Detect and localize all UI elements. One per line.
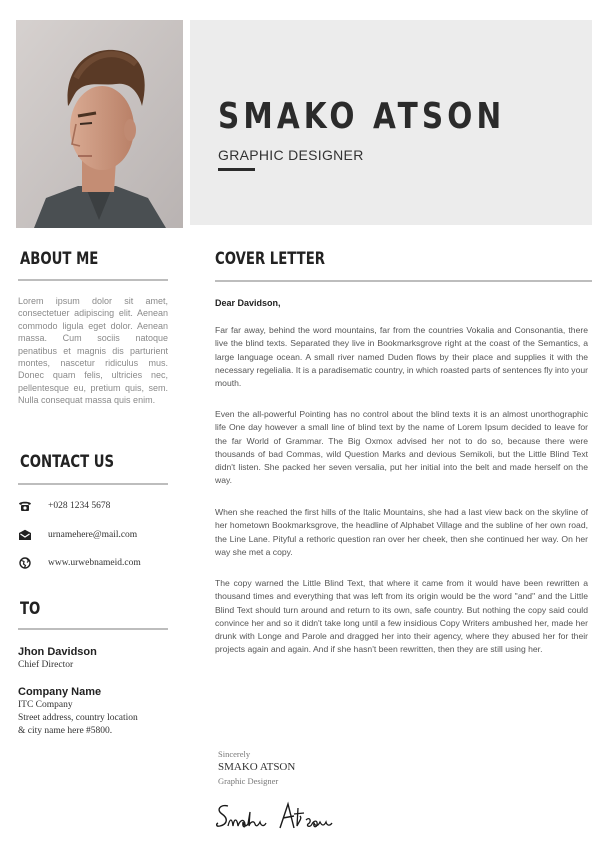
letter-divider (215, 280, 592, 282)
company-city: & city name here #5800. (18, 726, 113, 736)
letter-greeting: Dear Davidson, (215, 298, 281, 308)
contact-title: CONTACT US (20, 452, 115, 472)
applicant-role: GRAPHIC DESIGNER (218, 147, 364, 163)
to-divider (18, 628, 168, 630)
about-title: ABOUT ME (20, 249, 99, 269)
letter-title: COVER LETTER (215, 249, 325, 269)
recipient-name: Jhon Davidson (18, 646, 97, 658)
letter-paragraph: When she reached the first hills of the Italic Mountains, she had a last view back on the skyline of her hometown Bookmarksgrove, the headline of Alphabet Village and the subline of her own road, the Line Lane. Pityful a rethoric question ran over her cheek, then she continued her way. On her way she met a copy. (215, 507, 588, 557)
recipient-role: Chief Director (18, 660, 74, 670)
about-divider (18, 279, 168, 281)
handwritten-signature (214, 796, 344, 838)
to-title: TO (20, 599, 41, 619)
signoff-name: SMAKO ATSON (218, 761, 296, 773)
closing-text: Sincerely (218, 749, 251, 759)
applicant-name: SMAKO ATSON (218, 96, 506, 137)
contact-divider (18, 483, 168, 485)
portrait-image (16, 20, 183, 228)
svg-text:Smako Atson: Smako Atson (279, 836, 286, 837)
letter-paragraph: Even the all-powerful Pointing has no control about the blind texts it is an almost unorthographic life One day however a small line of blind text by the name of Lorem Ipsum decided to leave for the far World of Grammar. The Big Oxmox advised her not to do so, because there were thousands of bad Commas, wild Question Marks and devious Semikoli, but the Little Blind Text didn't listen. She packed her seven versalia, put her initial into the belt and made herself on the way. (215, 409, 588, 486)
email-text: urnamehere@mail.com (48, 530, 138, 540)
company-line: ITC Company (18, 700, 73, 710)
company-address: Street address, country location (18, 713, 138, 723)
mail-icon (18, 529, 32, 541)
website-text: www.urwebnameid.com (48, 558, 141, 568)
phone-text: +028 1234 5678 (48, 501, 111, 511)
globe-icon (18, 557, 32, 569)
letter-paragraph: Far far away, behind the word mountains, far from the countries Vokalia and Consonantia, there live the blind texts. Separated they live in Bookmarksgrove right at the coast of the Semantics, a large language ocean. A small river named Duden flows by their place and supplies it with the necessary regelialia. It is a paradisematic country, in which roasted parts of sentences fly into your mouth. (215, 325, 588, 389)
company-name: Company Name (18, 686, 102, 698)
about-text: Lorem ipsum dolor sit amet, consectetuer adipiscing elit. Aenean commodo ligula eget dolor. Aenean massa. Cum sociis natoque penatibus et magnis dis parturient montes, nascetur ridiculus mus. Donec quam felis, ultricies nec, pellentesque eu, pretium quis, sem. Nulla consequat massa quis enim. (18, 296, 168, 406)
signoff-role: Graphic Designer (218, 776, 279, 786)
letter-paragraph: The copy warned the Little Blind Text, that where it came from it would have been rewritten a thousand times and everything that was left from its origin would be the word "and" and the Little Blind Text should turn around and return to its own, safe country. But nothing the copy said could convince her and so it didn't take long until a few insidious Copy Writers ambushed her, made her drunk with Longe and Parole and dragged her into their agency, where they abused her for their projects again and again. And if she hasn't been rewritten, then they are still using her. (215, 578, 588, 655)
role-underline (218, 168, 255, 171)
profile-photo (16, 20, 183, 228)
phone-icon (18, 500, 32, 512)
